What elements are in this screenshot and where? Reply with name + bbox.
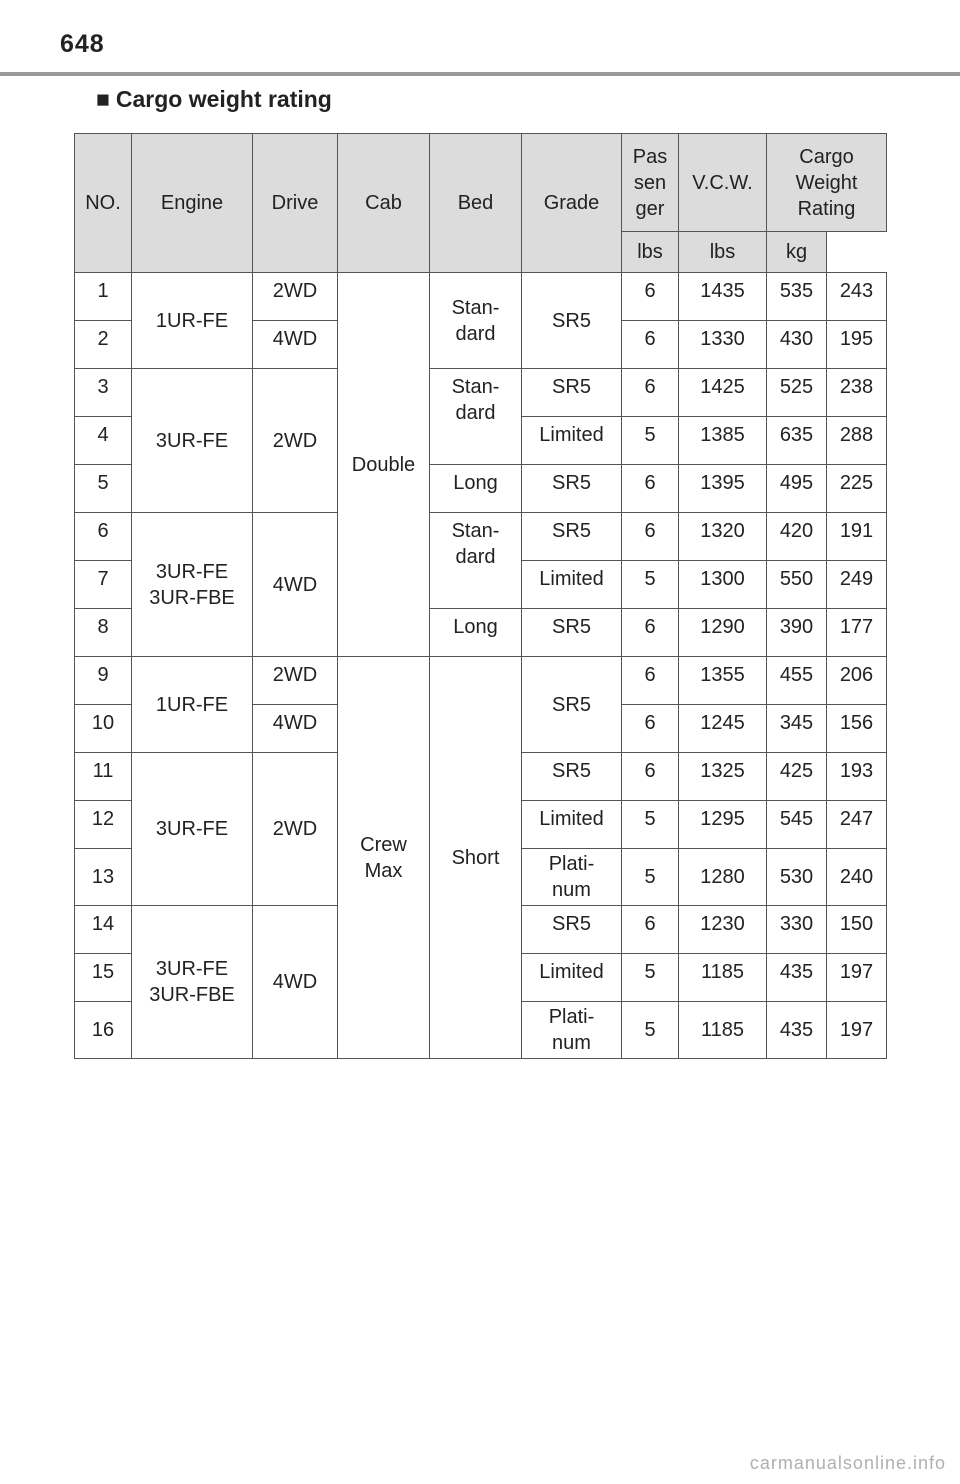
cell-no: 14 bbox=[75, 906, 132, 954]
cell-vcw: 1320 bbox=[679, 513, 767, 561]
cell-passenger: 6 bbox=[622, 753, 679, 801]
cell-vcw: 1280 bbox=[679, 849, 767, 906]
cell-bed: Long bbox=[430, 609, 522, 657]
cell-cargo-kg: 288 bbox=[827, 417, 887, 465]
cell-no: 7 bbox=[75, 561, 132, 609]
cell-drive: 4WD bbox=[253, 513, 338, 657]
cell-cargo-kg: 177 bbox=[827, 609, 887, 657]
cell-drive: 2WD bbox=[253, 369, 338, 513]
cell-passenger: 5 bbox=[622, 801, 679, 849]
cell-vcw: 1435 bbox=[679, 273, 767, 321]
cell-no: 2 bbox=[75, 321, 132, 369]
cell-cargo-lbs: 635 bbox=[767, 417, 827, 465]
cell-grade: Plati- num bbox=[522, 849, 622, 906]
cell-passenger: 6 bbox=[622, 705, 679, 753]
cell-passenger: 6 bbox=[622, 513, 679, 561]
cell-vcw: 1245 bbox=[679, 705, 767, 753]
cell-passenger: 6 bbox=[622, 609, 679, 657]
header-unit-lbs-vcw: lbs bbox=[679, 232, 767, 273]
cell-cargo-lbs: 330 bbox=[767, 906, 827, 954]
header-cargo-weight-rating: Cargo Weight Rating bbox=[767, 134, 887, 232]
cell-passenger: 6 bbox=[622, 273, 679, 321]
cell-cargo-kg: 197 bbox=[827, 954, 887, 1002]
cell-passenger: 6 bbox=[622, 906, 679, 954]
cell-passenger: 6 bbox=[622, 321, 679, 369]
cell-vcw: 1395 bbox=[679, 465, 767, 513]
cell-drive: 2WD bbox=[253, 657, 338, 705]
cargo-weight-table bbox=[74, 133, 887, 1059]
cell-cargo-kg: 206 bbox=[827, 657, 887, 705]
header-no: NO. bbox=[75, 134, 132, 273]
cell-drive: 4WD bbox=[253, 705, 338, 753]
cell-no: 9 bbox=[75, 657, 132, 705]
cell-no: 12 bbox=[75, 801, 132, 849]
cell-grade: Plati- num bbox=[522, 1002, 622, 1059]
cell-no: 10 bbox=[75, 705, 132, 753]
header-drive: Drive bbox=[253, 134, 338, 273]
table-row bbox=[75, 513, 887, 561]
cell-cargo-lbs: 530 bbox=[767, 849, 827, 906]
header-passenger: Pas sen ger bbox=[622, 134, 679, 232]
cell-no: 6 bbox=[75, 513, 132, 561]
header-unit-kg: kg bbox=[767, 232, 827, 273]
cell-no: 15 bbox=[75, 954, 132, 1002]
cell-engine: 3UR-FE bbox=[132, 369, 253, 513]
header-engine: Engine bbox=[132, 134, 253, 273]
table-row bbox=[75, 657, 887, 705]
cell-cargo-lbs: 545 bbox=[767, 801, 827, 849]
table-row bbox=[75, 369, 887, 417]
cell-vcw: 1355 bbox=[679, 657, 767, 705]
watermark: carmanualsonline.info bbox=[749, 1453, 946, 1473]
cell-cargo-lbs: 420 bbox=[767, 513, 827, 561]
cell-bed: Stan- dard bbox=[430, 273, 522, 369]
cell-grade: SR5 bbox=[522, 513, 622, 561]
cell-bed: Stan- dard bbox=[430, 369, 522, 465]
cell-vcw: 1425 bbox=[679, 369, 767, 417]
cell-no: 1 bbox=[75, 273, 132, 321]
cell-passenger: 5 bbox=[622, 849, 679, 906]
cell-grade: Limited bbox=[522, 954, 622, 1002]
cell-cargo-lbs: 435 bbox=[767, 1002, 827, 1059]
cell-passenger: 6 bbox=[622, 369, 679, 417]
cell-cargo-kg: 247 bbox=[827, 801, 887, 849]
cell-cargo-kg: 195 bbox=[827, 321, 887, 369]
cell-no: 5 bbox=[75, 465, 132, 513]
cell-engine: 3UR-FE 3UR-FBE bbox=[132, 513, 253, 657]
cell-bed: Short bbox=[430, 657, 522, 1059]
cell-cargo-kg: 191 bbox=[827, 513, 887, 561]
page-number: 648 bbox=[60, 30, 105, 58]
cell-no: 3 bbox=[75, 369, 132, 417]
cell-cargo-lbs: 455 bbox=[767, 657, 827, 705]
cell-vcw: 1185 bbox=[679, 1002, 767, 1059]
cell-cargo-kg: 249 bbox=[827, 561, 887, 609]
cell-cargo-kg: 240 bbox=[827, 849, 887, 906]
cell-cargo-lbs: 550 bbox=[767, 561, 827, 609]
cell-drive: 2WD bbox=[253, 753, 338, 906]
section-bullet-icon: ■ bbox=[96, 86, 110, 112]
cell-cargo-lbs: 525 bbox=[767, 369, 827, 417]
cell-passenger: 6 bbox=[622, 657, 679, 705]
cell-cargo-lbs: 425 bbox=[767, 753, 827, 801]
cell-bed: Long bbox=[430, 465, 522, 513]
cell-cargo-kg: 197 bbox=[827, 1002, 887, 1059]
cell-cargo-lbs: 495 bbox=[767, 465, 827, 513]
cell-cargo-lbs: 435 bbox=[767, 954, 827, 1002]
cell-no: 11 bbox=[75, 753, 132, 801]
cell-vcw: 1325 bbox=[679, 753, 767, 801]
cell-passenger: 6 bbox=[622, 465, 679, 513]
cell-grade: SR5 bbox=[522, 609, 622, 657]
header-cab: Cab bbox=[338, 134, 430, 273]
cell-no: 16 bbox=[75, 1002, 132, 1059]
cell-cargo-lbs: 390 bbox=[767, 609, 827, 657]
cell-cargo-kg: 193 bbox=[827, 753, 887, 801]
cell-passenger: 5 bbox=[622, 1002, 679, 1059]
cell-passenger: 5 bbox=[622, 561, 679, 609]
cell-no: 4 bbox=[75, 417, 132, 465]
header-rule bbox=[0, 72, 960, 76]
cell-engine: 1UR-FE bbox=[132, 273, 253, 369]
cell-cargo-lbs: 345 bbox=[767, 705, 827, 753]
cell-vcw: 1295 bbox=[679, 801, 767, 849]
cell-vcw: 1385 bbox=[679, 417, 767, 465]
cell-passenger: 5 bbox=[622, 954, 679, 1002]
cell-grade: Limited bbox=[522, 801, 622, 849]
cell-vcw: 1330 bbox=[679, 321, 767, 369]
header-vcw: V.C.W. bbox=[679, 134, 767, 232]
cell-cargo-kg: 150 bbox=[827, 906, 887, 954]
cell-drive: 2WD bbox=[253, 273, 338, 321]
cell-grade: SR5 bbox=[522, 465, 622, 513]
section-title-text: Cargo weight rating bbox=[115, 86, 332, 112]
cell-grade: SR5 bbox=[522, 273, 622, 369]
cell-grade: SR5 bbox=[522, 753, 622, 801]
cell-drive: 4WD bbox=[253, 321, 338, 369]
cell-engine: 1UR-FE bbox=[132, 657, 253, 753]
cell-cab: Double bbox=[338, 273, 430, 657]
section-title bbox=[96, 86, 332, 113]
cell-passenger: 5 bbox=[622, 417, 679, 465]
cell-cargo-kg: 225 bbox=[827, 465, 887, 513]
cell-drive: 4WD bbox=[253, 906, 338, 1059]
cell-grade: SR5 bbox=[522, 369, 622, 417]
cell-cargo-lbs: 430 bbox=[767, 321, 827, 369]
cell-vcw: 1290 bbox=[679, 609, 767, 657]
cell-engine: 3UR-FE 3UR-FBE bbox=[132, 906, 253, 1059]
cell-no: 13 bbox=[75, 849, 132, 906]
header-bed: Bed bbox=[430, 134, 522, 273]
cell-cargo-kg: 156 bbox=[827, 705, 887, 753]
cell-engine: 3UR-FE bbox=[132, 753, 253, 906]
cell-vcw: 1185 bbox=[679, 954, 767, 1002]
cell-bed: Stan- dard bbox=[430, 513, 522, 609]
cell-no: 8 bbox=[75, 609, 132, 657]
header-unit-lbs-passenger: lbs bbox=[622, 232, 679, 273]
cell-cab: Crew Max bbox=[338, 657, 430, 1059]
table-row bbox=[75, 273, 887, 321]
cell-grade: SR5 bbox=[522, 906, 622, 954]
cell-cargo-lbs: 535 bbox=[767, 273, 827, 321]
cell-grade: Limited bbox=[522, 417, 622, 465]
cell-grade: Limited bbox=[522, 561, 622, 609]
cell-cargo-kg: 238 bbox=[827, 369, 887, 417]
cell-vcw: 1230 bbox=[679, 906, 767, 954]
cell-cargo-kg: 243 bbox=[827, 273, 887, 321]
cell-grade: SR5 bbox=[522, 657, 622, 753]
cell-vcw: 1300 bbox=[679, 561, 767, 609]
header-grade: Grade bbox=[522, 134, 622, 273]
